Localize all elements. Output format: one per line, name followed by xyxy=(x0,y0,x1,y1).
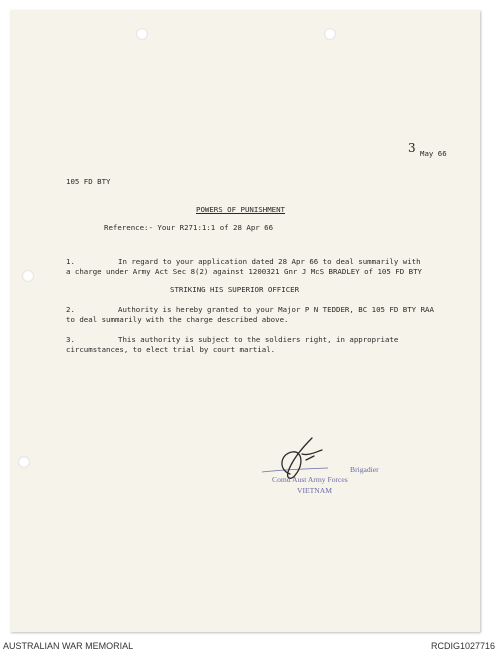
offence-heading: STRIKING HIS SUPERIOR OFFICER xyxy=(170,285,300,294)
paragraph-2-line-1: Authority is hereby granted to your Major P N TEDDER, BC 105 FD BTY RAA xyxy=(118,305,434,314)
signature-location: VIETNAM xyxy=(297,486,333,495)
addressee: 105 FD BTY xyxy=(66,177,111,186)
signature-rank: Brigadier xyxy=(350,465,379,474)
punch-hole xyxy=(22,270,34,282)
signature-appointment: Comd Aust Army Forces xyxy=(272,475,348,484)
date-month-year: May 66 xyxy=(420,149,447,158)
paragraph-3-line-2: circumstances, to elect trial by court martial. xyxy=(66,345,276,354)
date-day-handwritten: 3 xyxy=(408,141,416,155)
footer-institution: AUSTRALIAN WAR MEMORIAL xyxy=(3,641,134,651)
paragraph-1-line-2: a charge under Army Act Sec 8(2) against 1200321 Gnr J McS BRADLEY of 105 FD BTY xyxy=(66,267,422,276)
paragraph-2-line-2: to deal summarily with the charge described above. xyxy=(66,315,289,324)
paragraph-1-number: 1. xyxy=(66,257,75,266)
document-page xyxy=(10,10,480,632)
paragraph-2-number: 2. xyxy=(66,305,75,314)
paragraph-3-number: 3. xyxy=(66,335,75,344)
reference-line: Reference:- Your R271:1:1 of 28 Apr 66 xyxy=(104,223,274,232)
footer-record-id: RCDIG1027716 xyxy=(430,641,495,651)
document-title: POWERS OF PUNISHMENT xyxy=(196,205,285,214)
punch-hole xyxy=(324,28,336,40)
punch-hole xyxy=(18,456,30,468)
punch-hole xyxy=(136,28,148,40)
paragraph-1-line-1: In regard to your application dated 28 Apr 66 to deal summarily with xyxy=(118,257,421,266)
footer-bar xyxy=(0,638,499,654)
paragraph-3-line-1: This authority is subject to the soldiers right, in appropriate xyxy=(118,335,399,344)
